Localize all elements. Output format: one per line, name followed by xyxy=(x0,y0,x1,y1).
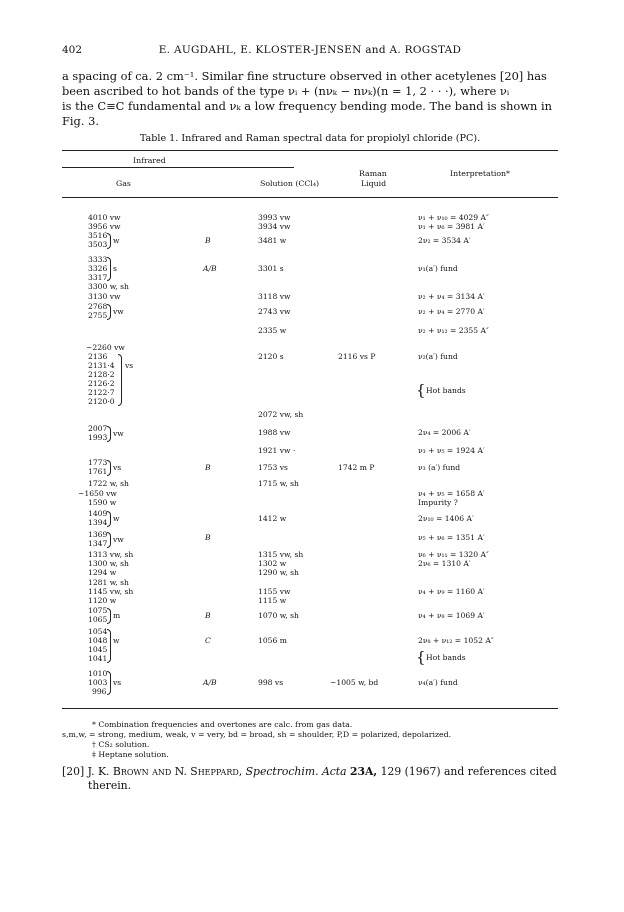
table-top-rule xyxy=(62,150,558,151)
footnote: s,m,w, = strong, medium, weak, v = very, bd = broad, sh = shoulder, P,D = polarized, depolarized. xyxy=(62,730,452,739)
gas-value: 2126·2 xyxy=(88,379,115,388)
gas-value: 3516 xyxy=(88,231,108,240)
reference-volume: 23A, xyxy=(350,765,378,778)
gas-value: 2755 xyxy=(88,311,108,320)
table-header-rule xyxy=(62,197,558,198)
gas-value: 1048 xyxy=(88,636,108,645)
intensity-mark: vw xyxy=(113,429,124,438)
intro-line: been ascribed to hot bands of the type νᵢ + (nνₖ − nνₖ)(n = 1, 2 · · ·), where νᵢ xyxy=(62,84,510,98)
solution-value: 1715 w, sh xyxy=(258,479,299,488)
intensity-mark: vs xyxy=(125,361,134,370)
gas-value: 2122·7 xyxy=(88,388,115,397)
interpretation-value: ν₄ + ν₅ = 1658 A′ xyxy=(418,489,485,498)
interpretation-value: 2ν₁₀ = 1406 A′ xyxy=(418,514,474,523)
gas-value: 1281 w, sh xyxy=(88,578,129,587)
interpretation-value: 2ν₂ = 3534 A′ xyxy=(418,236,471,245)
gas-value: 1300 w, sh xyxy=(88,559,129,568)
reference-continuation: therein. xyxy=(88,779,132,792)
interpretation-value: ν₂ + ν₄ = 3134 A′ xyxy=(418,292,485,301)
interpretation-value: ν₃ (a′) fund xyxy=(418,463,461,472)
group-brace xyxy=(107,608,111,624)
gas-value: 2131·4 xyxy=(88,361,115,370)
gas-value: 3333 xyxy=(88,255,108,264)
gas-value: 2768 xyxy=(88,302,108,311)
solution-value: 3934 vw xyxy=(258,222,291,231)
gas-value: ~2260 vw xyxy=(86,343,125,352)
gas-value: 1761 xyxy=(88,467,108,476)
interpretation-value: ν₁ + ν₆ = 3981 A′ xyxy=(418,222,485,231)
gas-value: 1065 xyxy=(88,615,108,624)
interpretation-value: ν₃ + ν₅ = 1924 A′ xyxy=(418,446,485,455)
infrared-span-rule xyxy=(62,167,294,168)
page-header xyxy=(62,44,558,58)
group-brace xyxy=(107,426,111,442)
band-type: B xyxy=(205,236,211,245)
gas-value: 2136 xyxy=(88,352,108,361)
gas-value: 1145 vw, sh xyxy=(88,587,134,596)
table-caption: Table 1. Infrared and Raman spectral data for propiolyl chloride (PC). xyxy=(139,133,481,144)
gas-value: 1003 xyxy=(88,678,108,687)
footnote: * Combination frequencies and overtones are calc. from gas data. xyxy=(92,720,353,729)
gas-value: 1394 xyxy=(88,518,108,527)
header-liquid: Liquid xyxy=(361,179,387,188)
solution-value: 3993 vw xyxy=(258,213,291,222)
interpretation-value: ν₂(a′) fund xyxy=(418,352,458,361)
raman-value: 1742 m P xyxy=(338,463,375,472)
gas-value: 1075 xyxy=(88,606,108,615)
header-raman: Raman xyxy=(359,169,387,178)
solution-value: 1302 w xyxy=(258,559,287,568)
solution-value: 1070 w, sh xyxy=(258,611,299,620)
solution-value: 1988 vw xyxy=(258,428,291,437)
page-number: 402 xyxy=(62,44,83,56)
reference-number: [20] xyxy=(62,765,85,778)
solution-value: 2120 s xyxy=(258,352,284,361)
solution-value: 3481 w xyxy=(258,236,287,245)
band-type: A/B xyxy=(203,678,217,687)
gas-value: 3300 w, sh xyxy=(88,282,129,291)
group-brace xyxy=(107,629,111,663)
gas-value: 1120 w xyxy=(88,596,117,605)
group-brace xyxy=(107,233,111,249)
solution-value: 998 vs xyxy=(258,678,284,687)
intro-line: is the C≡C fundamental and νₖ a low frequency bending mode. The band is shown in xyxy=(62,99,552,113)
group-brace xyxy=(107,532,111,548)
solution-value: 1921 vw · xyxy=(258,446,296,455)
interpretation-value: ν₄ + ν₉ = 1160 A′ xyxy=(418,587,485,596)
intro-paragraph xyxy=(62,69,558,129)
reference-20 xyxy=(62,765,562,793)
solution-value: 1290 w, sh xyxy=(258,568,299,577)
hot-bands-brace: { xyxy=(416,648,426,666)
interpretation-value: Hot bands xyxy=(426,653,466,662)
solution-value: 3118 vw xyxy=(258,292,291,301)
table-bottom-rule xyxy=(62,708,558,709)
group-brace xyxy=(107,304,111,320)
table-footnotes xyxy=(62,720,558,760)
reference-journal: Spectrochim. Acta xyxy=(245,765,347,778)
intensity-mark: vw xyxy=(113,535,124,544)
solution-value: 1155 vw xyxy=(258,587,291,596)
interpretation-value: ν₂ + ν₁₂ = 2355 A″ xyxy=(418,326,489,335)
gas-value: 2120·0 xyxy=(88,397,115,406)
gas-value: 1993 xyxy=(88,433,108,442)
band-type: B xyxy=(205,463,211,472)
solution-value: 1753 vs xyxy=(258,463,288,472)
interpretation-value: ν₁ + ν₁₀ = 4029 A″ xyxy=(418,213,489,222)
gas-value: 3956 vw xyxy=(88,222,121,231)
band-type: A/B xyxy=(203,264,217,273)
solution-value: 3301 s xyxy=(258,264,284,273)
gas-value: ~1650 vw xyxy=(78,489,117,498)
running-head: E. AUGDAHL, E. KLOSTER-JENSEN and A. ROGSTAD xyxy=(158,44,462,56)
gas-value: 1773 xyxy=(88,458,108,467)
header-interpretation: Interpretation* xyxy=(450,169,510,178)
gas-value: 1294 w xyxy=(88,568,117,577)
header-solution: Solution (CCl₄) xyxy=(260,179,320,188)
intensity-mark: s xyxy=(113,264,117,273)
group-brace xyxy=(107,511,111,527)
gas-value: 1041 xyxy=(88,654,108,663)
intensity-mark: w xyxy=(113,236,120,245)
footnote: † CS₂ solution. xyxy=(92,740,150,749)
gas-value: 4010 vw xyxy=(88,213,121,222)
interpretation-value: ν₆ + ν₁₁ = 1320 A″ xyxy=(418,550,489,559)
group-brace xyxy=(107,460,111,476)
solution-value: 1115 w xyxy=(258,596,287,605)
gas-value: 2128·2 xyxy=(88,370,115,379)
gas-value: 1010 xyxy=(88,669,108,678)
gas-value: 1722 w, sh xyxy=(88,479,129,488)
interpretation-value: ν₁(a′) fund xyxy=(418,264,458,273)
group-brace xyxy=(118,354,122,406)
solution-value: 1056 m xyxy=(258,636,287,645)
solution-value: 2335 w xyxy=(258,326,287,335)
interpretation-value: ν₄ + ν₈ = 1069 A′ xyxy=(418,611,485,620)
gas-value: 3326 xyxy=(88,264,108,273)
group-brace xyxy=(107,671,111,695)
intensity-mark: m xyxy=(113,611,121,620)
intensity-mark: vw xyxy=(113,307,124,316)
interpretation-value: Hot bands xyxy=(426,386,466,395)
solution-value: 2072 vw, sh xyxy=(258,410,304,419)
intro-line: Fig. 3. xyxy=(62,114,99,128)
raman-value: ~1005 w, bd xyxy=(330,678,379,687)
reference-authors: J. K. Brown and N. Sheppard, xyxy=(87,765,243,778)
raman-value: 2116 vs P xyxy=(338,352,376,361)
intro-line: a spacing of ca. 2 cm⁻¹. Similar fine structure observed in other acetylenes [20] has xyxy=(62,69,547,83)
interpretation-value: ν₄(a′) fund xyxy=(418,678,458,687)
gas-value: 3317 xyxy=(88,273,108,282)
interpretation-value: Impurity ? xyxy=(418,498,458,507)
gas-value: 996 xyxy=(92,687,107,696)
header-infrared: Infrared xyxy=(133,156,166,165)
solution-value: 1315 vw, sh xyxy=(258,550,304,559)
gas-value: 1590 w xyxy=(88,498,117,507)
gas-value: 1045 xyxy=(88,645,108,654)
intensity-mark: w xyxy=(113,636,120,645)
footnote: ‡ Heptane solution. xyxy=(92,750,169,759)
hot-bands-brace: { xyxy=(416,381,426,399)
band-type: B xyxy=(205,533,211,542)
header-gas: Gas xyxy=(116,179,131,188)
interpretation-value: ν₅ + ν₆ = 1351 A′ xyxy=(418,533,485,542)
intensity-mark: vs xyxy=(113,678,122,687)
solution-value: 1412 w xyxy=(258,514,287,523)
gas-value: 1054 xyxy=(88,627,108,636)
interpretation-value: 2ν₆ = 1310 A′ xyxy=(418,559,471,568)
band-type: C xyxy=(205,636,211,645)
gas-value: 1369 xyxy=(88,530,108,539)
intensity-mark: vs xyxy=(113,463,122,472)
solution-value: 2743 vw xyxy=(258,307,291,316)
gas-value: 1313 vw, sh xyxy=(88,550,134,559)
gas-value: 2007 xyxy=(88,424,108,433)
gas-value: 3130 vw xyxy=(88,292,121,301)
gas-value: 1347 xyxy=(88,539,108,548)
group-brace xyxy=(107,257,111,281)
interpretation-value: 2ν₈ + ν₁₂ = 1052 A″ xyxy=(418,636,494,645)
interpretation-value: ν₂ + ν₄ = 2770 A′ xyxy=(418,307,485,316)
band-type: B xyxy=(205,611,211,620)
intensity-mark: w xyxy=(113,514,120,523)
reference-rest: 129 (1967) and references cited xyxy=(380,765,557,778)
gas-value: 3503 xyxy=(88,240,108,249)
interpretation-value: 2ν₄ = 2006 A′ xyxy=(418,428,471,437)
gas-value: 1409 xyxy=(88,509,108,518)
